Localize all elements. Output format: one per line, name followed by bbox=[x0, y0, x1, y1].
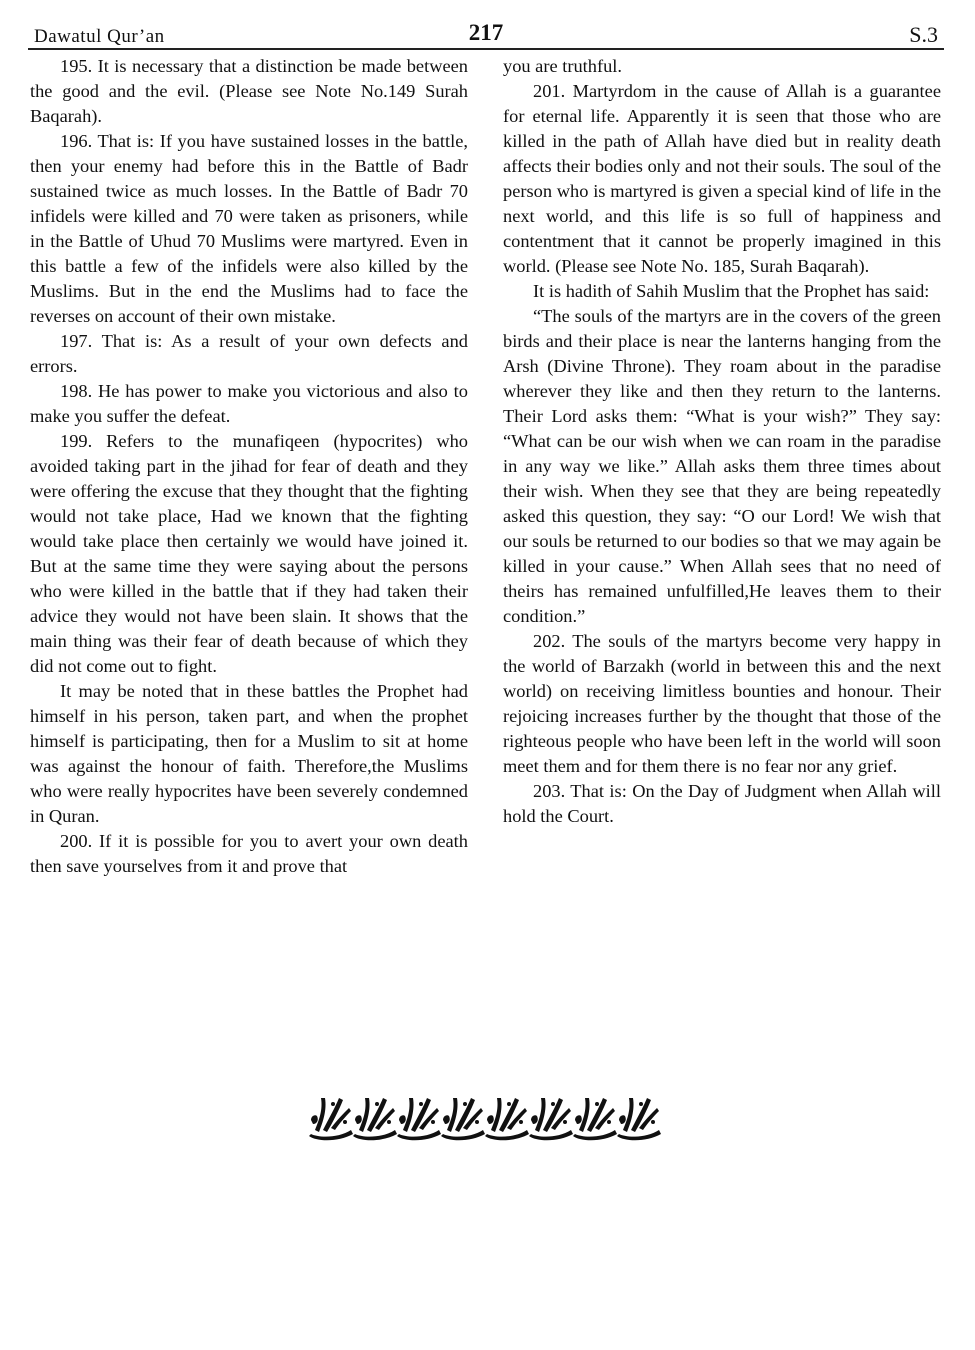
hadith-intro: It is hadith of Sahih Muslim that the Prophet has said: bbox=[533, 281, 930, 301]
page-header bbox=[28, 20, 944, 50]
page-number: 217 bbox=[468, 20, 504, 45]
right-column bbox=[503, 54, 941, 829]
surah-reference: S.3 bbox=[909, 22, 938, 47]
note-199: 199. Refers to the munafiqeen (hypocrites) who avoided taking part in the jihad for fear of death and they were offering the excuse that they thought that the fighting would not take place, Had we known that the fighting would take place then certainly we would have joined it. But at the same time they were saying about the persons who were killed in the battle that if they had taken their advice they would not have been slain. It shows that the main thing was their fear of death because of which they did not come out to fight. bbox=[30, 431, 468, 676]
note-203: 203. That is: On the Day of Judgment when Allah will hold the Court. bbox=[503, 781, 941, 826]
note-195: 195. It is necessary that a distinction be made between the good and the evil. (Please see Note No.149 Surah Baqarah). bbox=[30, 56, 468, 126]
note-196: 196. That is: If you have sustained losses in the battle, then your enemy had before this in the Battle of Badr sustained twice as much losses. In the Battle of Badr 70 infidels were killed and 70 were taken as prisoners, while in the Battle of Uhud 70 Muslims were martyred. Even in this battle a few of the infidels were also killed by the Muslims. But in the end the Muslims had to face the reverses on account of their own mistake. bbox=[30, 131, 468, 326]
note-200: 200. If it is possible for you to avert your own death then save yourselves from it and prove that bbox=[30, 831, 468, 876]
calligraphic-ornament-icon bbox=[307, 1094, 663, 1142]
note-202: 202. The souls of the martyrs become very happy in the world of Barzakh (world in between this and the next world) on receiving limitless bounties and honour. Their rejoicing increases further by the thought that those of the righteous people who have been left in the world will soon meet them and for them there is no fear nor any grief. bbox=[503, 631, 941, 776]
note-199-continued: It may be noted that in these battles the Prophet had himself in his person, taken part, and when the prophet himself is participating, then for a Muslim to sit at home was against the honour of faith. Therefore,the Muslims who were really hypocrites have been severely condemned in Quran. bbox=[30, 681, 468, 826]
book-title: Dawatul Qur’an bbox=[34, 26, 165, 47]
note-200-continued: you are truthful. bbox=[503, 56, 622, 76]
left-column bbox=[30, 54, 468, 879]
note-198: 198. He has power to make you victorious and also to make you suffer the defeat. bbox=[30, 381, 468, 426]
hadith-quote: “The souls of the martyrs are in the covers of the green birds and their place is near the lanterns hanging from the Arsh (Divine Throne). They roam about in the paradise wherever they like and then they return to the lanterns. Their Lord asks them: “What is your wish?” They say: “What can be our wish when we can roam in the paradise in any way we like.” Allah asks them three times about their wish. When they see that they are being repeatedly asked this question, they say: “O our Lord! We wish that our souls be returned to our bodies so that we may again be killed in your cause.” When Allah sees that no need of theirs has remained unfulfilled,He leaves them to their condition.” bbox=[503, 306, 941, 626]
note-201: 201. Martyrdom in the cause of Allah is a guarantee for eternal life. Apparently it is seen that those who are killed in the path of Allah have died but in reality death affects their bodies only and not their souls. The soul of the person who is martyred is given a special kind of life in the next world, and this life is so full of happiness and contentment that it cannot be properly imagined in this world. (Please see Note No. 185, Surah Baqarah). bbox=[503, 81, 941, 276]
note-197: 197. That is: As a result of your own defects and errors. bbox=[30, 331, 468, 376]
